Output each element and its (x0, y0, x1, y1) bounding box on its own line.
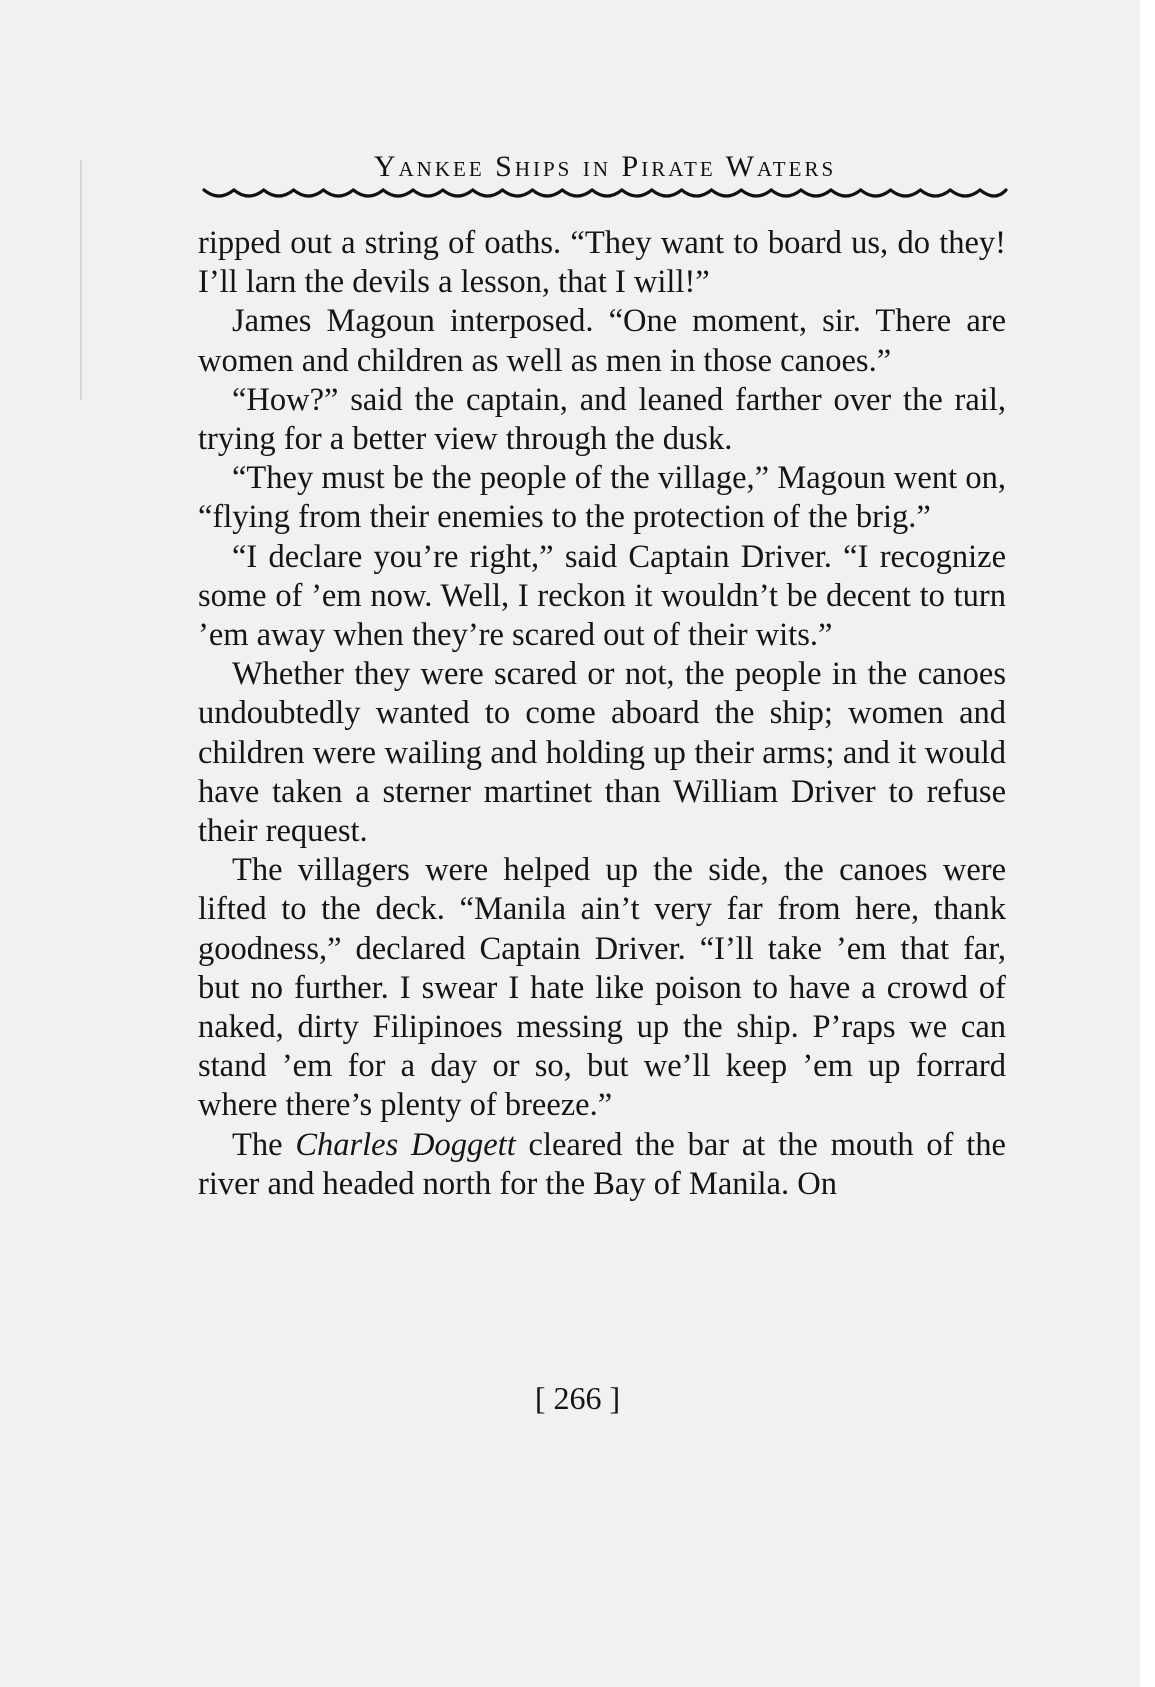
text-segment: The (232, 1126, 296, 1163)
body-text (198, 224, 1006, 1204)
paragraph: “They must be the people of the village,” Magoun went on, “flying from their enemies to the protection of the brig.” (198, 460, 1006, 536)
page-margin-edge (1140, 0, 1155, 1687)
page-number: [ 266 ] (534, 1380, 621, 1416)
paragraph: “I declare you’re right,” said Captain Driver. “I recognize some of ’em now. Well, I reckon it wouldn’t be decent to turn ’em away when they’re scared out of their wits.” (198, 538, 1006, 654)
wavy-rule-ornament (202, 186, 1008, 202)
text-segment: cleared the bar at the mouth of the river and headed north for the Bay of Manila. On (198, 1126, 1006, 1202)
paragraph: Whether they were scared or not, the people in the canoes undoubtedly wanted to come aboard the ship; women and children were wailing and holding up their arms; and it would have taken a sterner martinet than William Driver to refuse their request. (198, 656, 1006, 850)
gutter-shadow (80, 160, 82, 400)
running-head: Yankee Ships in Pirate Waters (373, 150, 837, 183)
ship-name: Charles Doggett (295, 1126, 516, 1163)
paragraph: James Magoun interposed. “One moment, sir. There are women and children as well as men in those canoes.” (198, 303, 1006, 379)
paragraph: “How?” said the captain, and leaned farther over the rail, trying for a better view through the dusk. (198, 381, 1006, 458)
paragraph-continued: ripped out a string of oaths. “They want to board us, do they! I’ll larn the devils a lesson, that I will!” (198, 225, 1006, 301)
paragraph: The villagers were helped up the side, the canoes were lifted to the deck. “Manila ain’t very far from here, thank goodness,” declared Captain Driver. “I’ll take ’em that far, but no further. I swear I hate like poison to have a crowd of naked, dirty Filipinoes messing up the ship. P’raps we can stand ’em for a day or so, but we’ll keep ’em up forrard where there’s plenty of breeze.” (198, 852, 1006, 1124)
paragraph-last (198, 1126, 1006, 1204)
